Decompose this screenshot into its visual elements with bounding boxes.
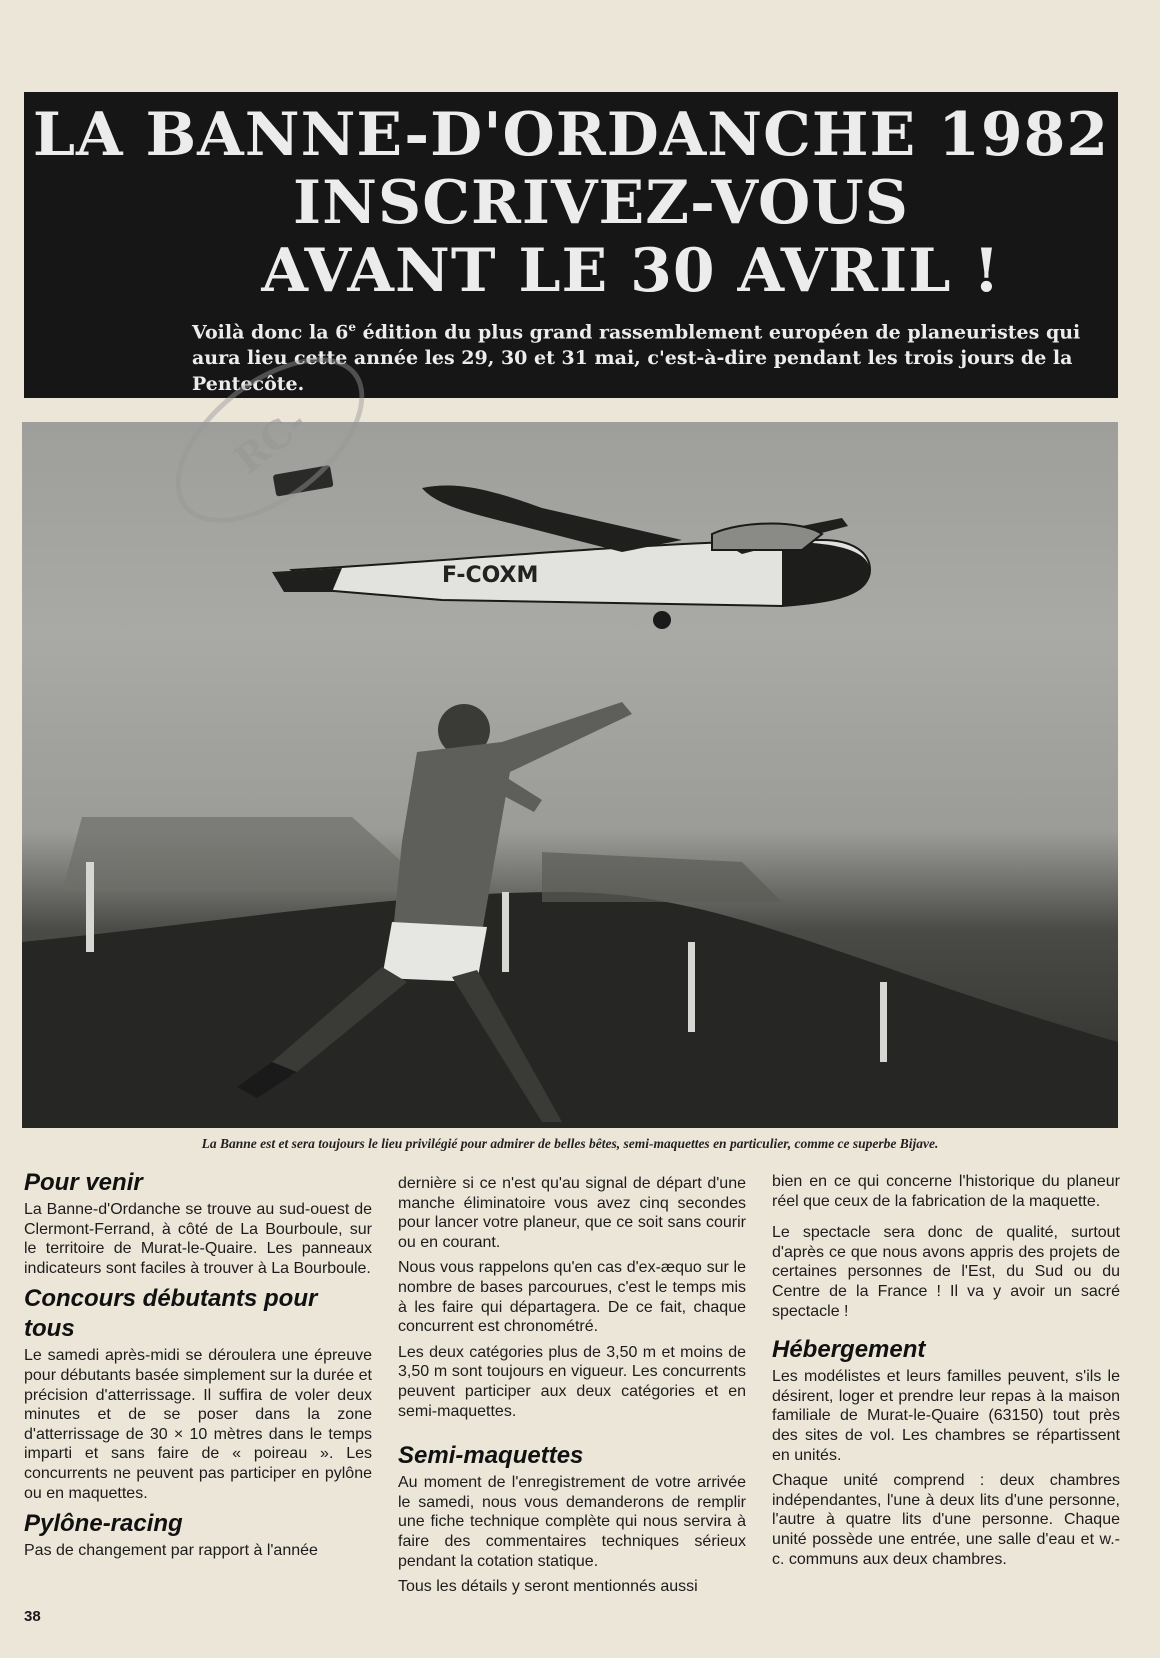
photo-illustration	[22, 422, 1118, 1128]
intro-text-a: Voilà donc la 6	[192, 321, 349, 344]
glider-wheel	[653, 611, 671, 629]
photo-caption: La Banne est et sera toujours le lieu privilégié pour admirer de belles bêtes, semi-maquettes en particulier, comme ce superbe Bijave.	[201, 1136, 939, 1151]
paragraph: Chaque unité comprend : deux chambres indépendantes, l'une à deux lits d'une personne, l'autre à quatre lits d'une personne. Chaque unité possède une entrée, une salle d'eau et w.-c. communs aux deux chambres.	[772, 1472, 1120, 1568]
subhead-concours-debutants: Concours débutants pour tous	[24, 1285, 318, 1343]
page-number: 38	[24, 1608, 41, 1625]
headline-line-2: INSCRIVEZ-VOUS	[293, 168, 909, 238]
watermark-text: RC-	[225, 398, 315, 482]
column-3	[772, 1172, 1120, 1575]
title-banner	[24, 92, 1118, 398]
background-car-2	[542, 852, 782, 902]
fence-post	[86, 862, 94, 952]
hillside	[22, 892, 1118, 1128]
intro-superscript: e	[348, 320, 356, 334]
paragraph: Nous vous rappelons qu'en cas d'ex-æquo sur le nombre de bases parcourues, c'est le temps mis à les faire qui départagera. De ce fait, chaque concurrent est chronométré.	[398, 1259, 746, 1336]
glider-tail	[272, 568, 342, 592]
intro-text-b: édition du plus grand rassemblement européen de planeuristes qui aura lieu cette année les 29, 30 et 31 mai, c'est-à-dire pendant les trois jours de la Pentecôte.	[192, 321, 1081, 396]
paragraph: Tous les détails y seront mentionnés aussi	[398, 1578, 698, 1596]
glider-launch-photo	[22, 422, 1118, 1128]
column-2	[398, 1174, 746, 1603]
subhead-hebergement: Hébergement	[772, 1336, 926, 1364]
headline-line-3: AVANT LE 30 AVRIL !	[261, 236, 1001, 306]
column-1	[24, 1168, 372, 1567]
subhead-pylone-racing: Pylône-racing	[24, 1510, 183, 1538]
paragraph: La Banne-d'Ordanche se trouve au sud-ouest de Clermont-Ferrand, à côté de La Bourboule, sur le territoire de Murat-le-Quaire. Les panneaux indicateurs sont faciles à trouver à La Bourboule.	[24, 1201, 372, 1277]
paragraph: Le spectacle sera donc de qualité, surtout d'après ce que nous avons appris des projets de certaines personnes de l'Est, du Sud ou du Centre de la France ! Il va y avoir un sacré spectacle !	[772, 1224, 1120, 1320]
fence-post	[688, 942, 695, 1032]
background-car	[62, 817, 402, 892]
fence-post	[880, 982, 887, 1062]
paragraph: bien en ce qui concerne l'historique du planeur réel que ceux de la fabrication de la maquette.	[772, 1173, 1120, 1210]
paragraph: Les deux catégories plus de 3,50 m et moins de 3,50 m sont toujours en vigueur. Les concurrents peuvent participer aux deux catégories et en semi-maquettes.	[398, 1343, 746, 1420]
paragraph: Les modélistes et leurs familles peuvent, s'ils le désirent, loger et prendre leur repas à la maison familiale de Murat-le-Quaire (63150) tout près des sites de vol. Les chambres se répartissent en unités.	[772, 1368, 1120, 1464]
glider-registration: F-COXM	[442, 563, 539, 588]
headline-line-1: LA BANNE-D'ORDANCHE 1982	[32, 100, 1110, 170]
glider-wing	[422, 485, 682, 552]
paragraph: Le samedi après-midi se déroulera une épreuve pour débutants basée simplement sur la durée et précision d'atterrissage. Il suffira de voler deux minutes et de se poser dans la zone d'atterrissage de 30 × 10 mètres dans le temps imparti et sans faire de « poireau ». Les concurrents ne peuvent pas participer en pylône ou en maquettes.	[24, 1347, 372, 1502]
glider-canopy	[712, 524, 822, 551]
paragraph: dernière si ce n'est qu'au signal de départ d'une manche éliminatoire vous avez cinq secondes pour lancer votre planeur, que ce soit sans courir ou en courant.	[398, 1175, 746, 1251]
subhead-pour-venir: Pour venir	[24, 1169, 143, 1196]
subhead-semi-maquettes: Semi-maquettes	[398, 1442, 584, 1470]
paragraph: Au moment de l'enregistrement de votre arrivée le samedi, nous vous demanderons de remplir une fiche technique complète qui nous servira à faire des commentaires techniques sérieux pendant la cotation statique.	[398, 1474, 746, 1570]
paragraph: Pas de changement par rapport à l'année	[24, 1542, 318, 1560]
fence-post	[502, 892, 509, 972]
